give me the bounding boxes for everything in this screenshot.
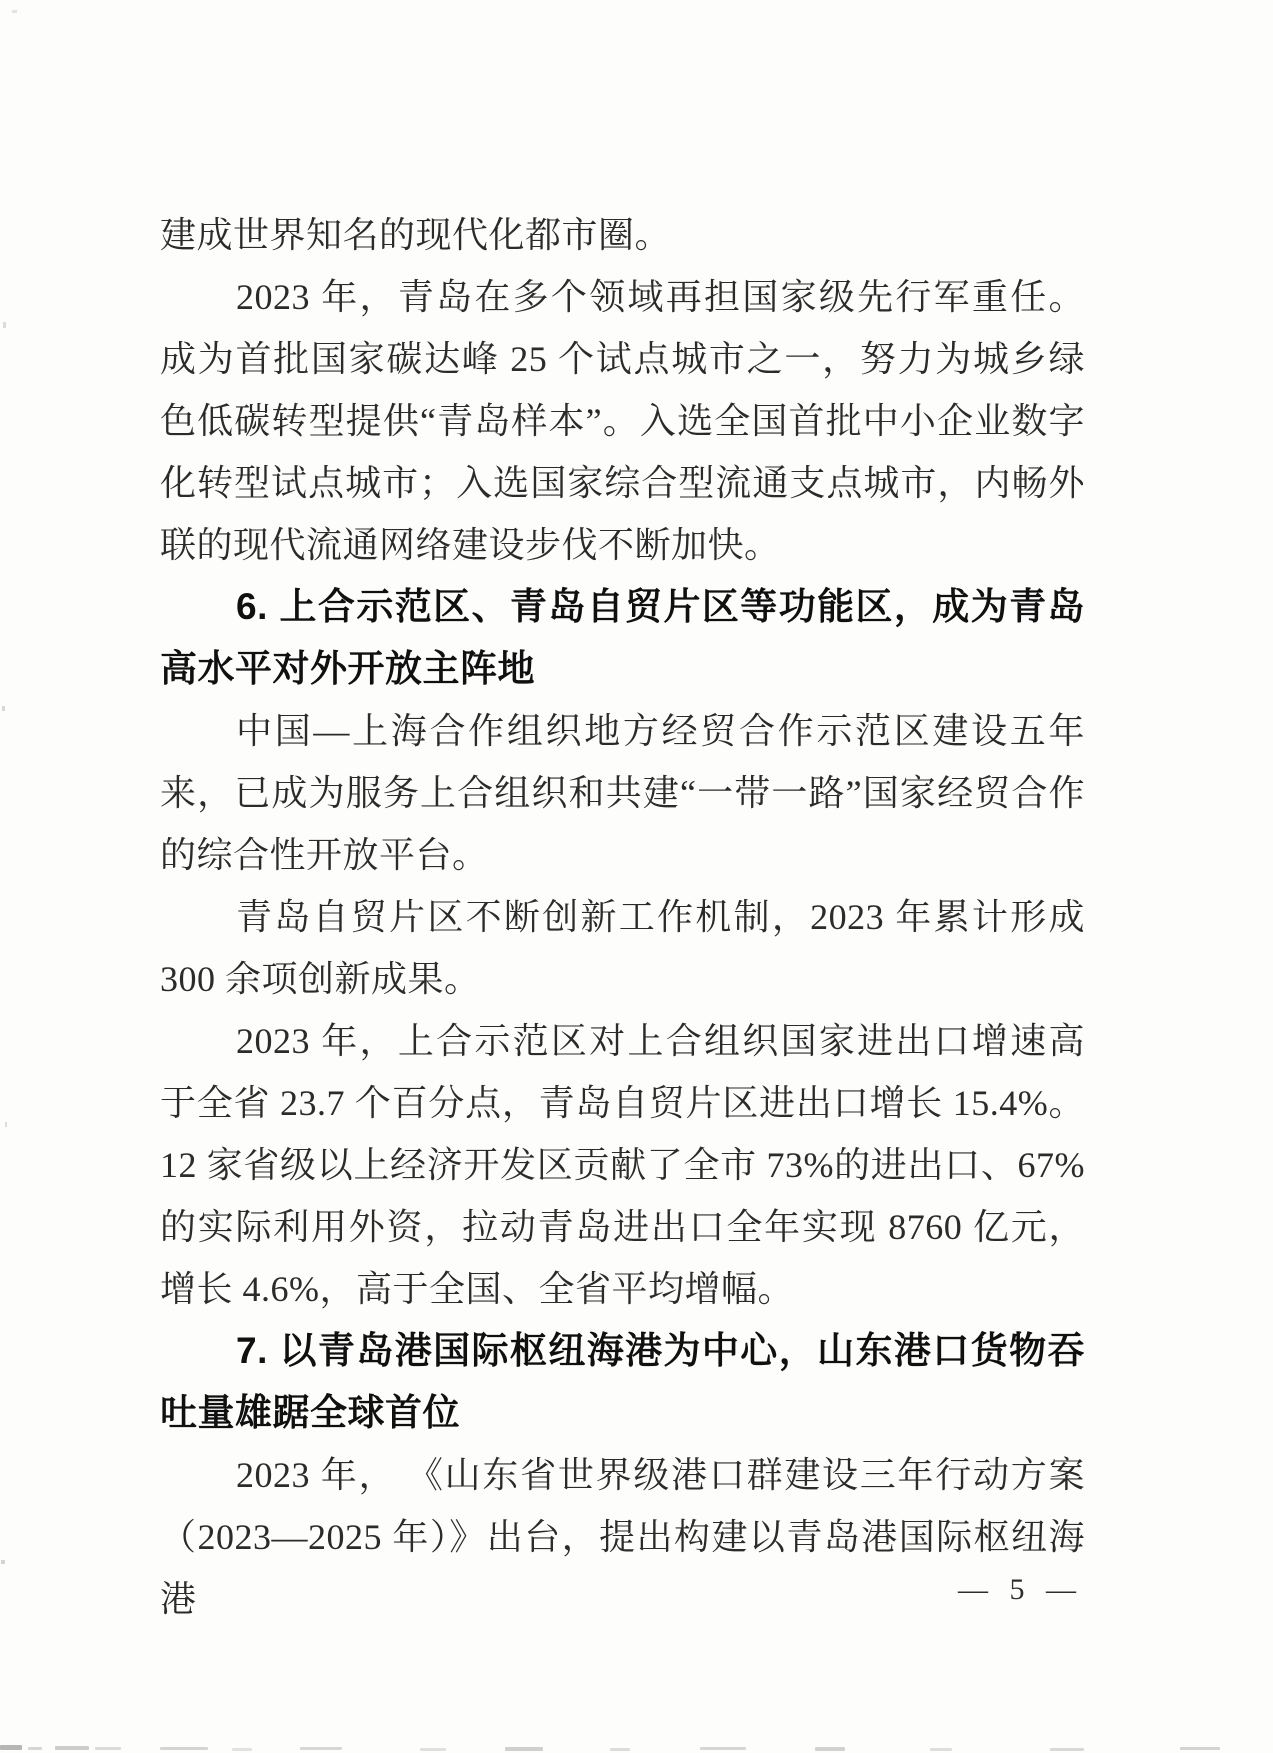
scan-noise-dash: [815, 1747, 845, 1751]
scan-noise-dash: [160, 1747, 208, 1750]
scan-noise-speck: [3, 322, 6, 328]
scan-bottom-edge: [0, 1741, 1273, 1753]
scan-noise-dash: [28, 1747, 42, 1750]
paragraph: 2023 年，青岛在多个领域再担国家级先行军重任。成为首批国家碳达峰 25 个试点城市之一，努力为城乡绿色低碳转型提供“青岛样本”。入选全国首批中小企业数字化转型试点城市；入选国家综合型流通支点城市，内畅外联的现代流通网络建设步伐不断加快。: [160, 277, 1085, 565]
scan-noise-dash: [505, 1747, 543, 1751]
scan-noise-dash: [1180, 1747, 1220, 1750]
scan-noise-dash: [0, 1745, 22, 1750]
scan-noise-dash: [700, 1747, 746, 1750]
section-heading: 7. 以青岛港国际枢纽海港为中心，山东港口货物吞吐量雄踞全球首位: [160, 1330, 1085, 1433]
scan-noise-speck: [1, 1560, 5, 1564]
paragraph: 2023 年，上合示范区对上合组织国家进出口增速高于全省 23.7 个百分点，青岛自贸片区进出口增长 15.4%。12 家省级以上经济开发区贡献了全市 73%的进出口、67%的实际利用外资，拉动青岛进出口全年实现 8760 亿元，增长 4.6%，高于全国、全省平均增幅。: [160, 1021, 1085, 1309]
scan-noise-dash: [95, 1747, 121, 1750]
paragraph: 建成世界知名的现代化都市圈。: [160, 215, 672, 255]
scan-noise-dash: [610, 1748, 630, 1751]
scan-noise-speck: [2, 706, 5, 711]
scan-noise-dash: [930, 1748, 952, 1751]
page-number: — 5 —: [958, 1573, 1077, 1606]
scan-noise-speck: [12, 10, 17, 13]
scan-noise-dash: [1050, 1748, 1084, 1751]
section-heading: 6. 上合示范区、青岛自贸片区等功能区，成为青岛高水平对外开放主阵地: [160, 586, 1085, 689]
document-text: [160, 204, 1085, 1630]
paragraph: 青岛自贸片区不断创新工作机制，2023 年累计形成 300 余项创新成果。: [160, 897, 1085, 999]
paragraph: 中国—上海合作组织地方经贸合作示范区建设五年来，已成为服务上合组织和共建“一带一路”国家经贸合作的综合性开放平台。: [160, 711, 1085, 875]
scan-noise-speck: [5, 1122, 7, 1127]
scan-noise-dash: [420, 1748, 446, 1751]
scan-noise-dash: [300, 1747, 342, 1750]
paragraph: 2023 年， 《山东省世界级港口群建设三年行动方案（2023—2025 年）》出台，提出构建以青岛港国际枢纽海港: [160, 1455, 1085, 1619]
scan-noise-dash: [55, 1746, 89, 1750]
page-footer: [958, 1568, 1077, 1612]
scan-noise-dash: [232, 1748, 252, 1751]
